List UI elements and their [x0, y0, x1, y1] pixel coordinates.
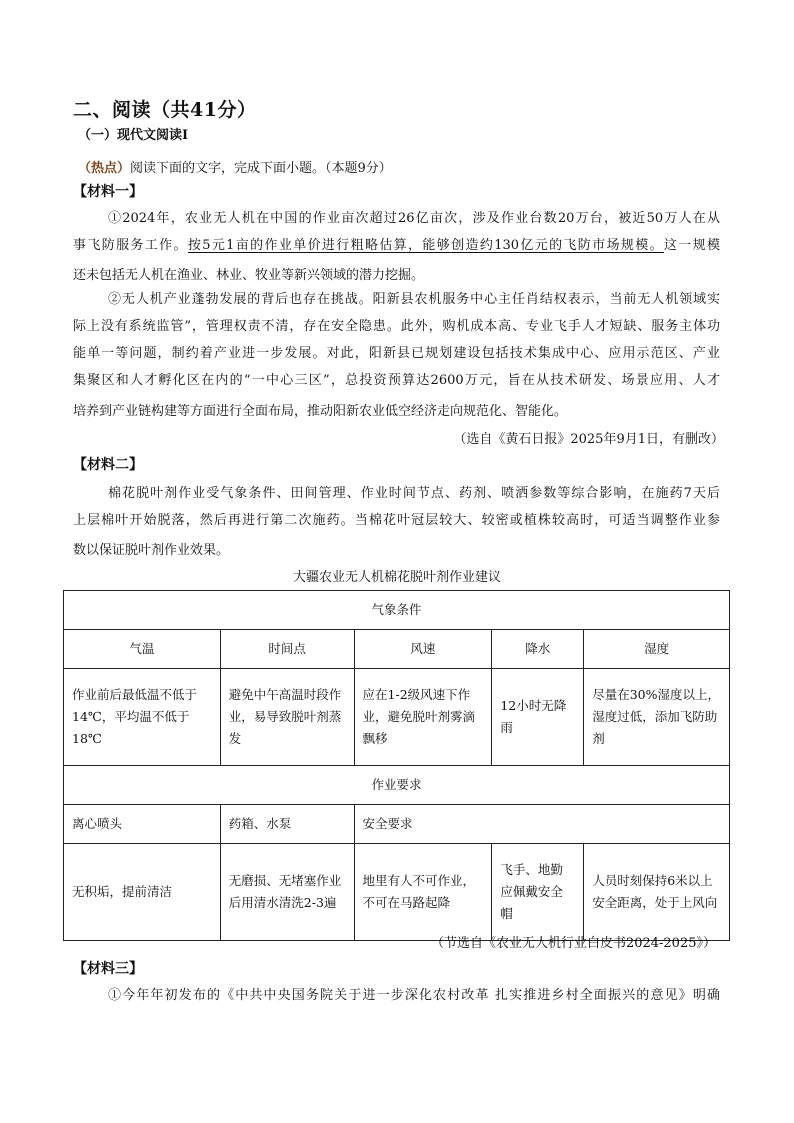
material1-p2-line1: ②无人机产业蓬勃发展的背后也存在挑战。阳新县农机服务中心主任肖结权表示，当前无人机领域实 [108, 292, 720, 307]
subsection-title: （一）现代文阅读Ⅰ [78, 128, 189, 143]
cell-temperature: 作业前后最低温不低于14℃，平均温不低于18℃ [64, 669, 221, 766]
material2-line3: 数以保证脱叶剂作业效果。 [73, 543, 230, 558]
material1-p2-line4: 集聚区和人才孵化区在内的“一中心三区”，总投资预算达2600万元，旨在从技术研发、场景应用、人才 [73, 373, 720, 388]
requirements-header: 作业要求 [64, 766, 730, 805]
material1-p1-line1: ①2024年，农业无人机在中国的作业亩次超过26亿亩次，涉及作业台数20万台，被近50万人在从 [108, 211, 720, 226]
hot-tag: （热点） [78, 161, 131, 176]
material3-heading: 【材料三】 [73, 961, 143, 977]
col-nozzle: 离心喷头 [64, 805, 221, 844]
material1-p2-line2: 际上没有系统监管”，管理权责不清，存在安全隐患。此外，购机成本高、专业飞手人才短缺、服务主体功 [73, 319, 720, 334]
col-tank-pump: 药箱、水泵 [220, 805, 354, 844]
col-safety: 安全要求 [354, 805, 729, 844]
operation-table [63, 590, 730, 941]
cell-safety-helmet: 飞手、地勤应佩戴安全帽 [492, 844, 584, 941]
material3-line1: ①今年年初发布的《中共中央国务院关于进一步深化农村改革 扎实推进乡村全面振兴的意见》明确 [108, 988, 720, 1003]
cell-time: 避免中午高温时段作业，易导致脱叶剂蒸发 [220, 669, 354, 766]
material1-source: （选自《黄石日报》2025年9月1日，有删改） [453, 432, 724, 447]
material2-heading: 【材料二】 [73, 457, 143, 473]
col-wind: 风速 [354, 630, 492, 669]
material1-p1-line2-plain: 事飞防服务工作。 [73, 238, 188, 253]
cell-tank-pump: 无磨损、无堵塞作业后用清水清洗2-3遍 [220, 844, 354, 941]
material1-p1-line2 [73, 232, 720, 259]
col-temperature: 气温 [64, 630, 221, 669]
col-humidity: 湿度 [584, 630, 730, 669]
cell-wind: 应在1-2级风速下作业，避免脱叶剂雾滴飘移 [354, 669, 492, 766]
cell-rain: 12小时无降雨 [492, 669, 584, 766]
material2-line1: 棉花脱叶剂作业受气象条件、田间管理、作业时间节点、药剂、喷洒参数等综合影响，在施药7天后 [108, 486, 720, 501]
cell-safety-field: 地里有人不可作业，不可在马路起降 [354, 844, 492, 941]
underlined-sentence: 按5元1亩的作业单价进行粗略估算，能够创造约130亿元的飞防市场规模。 [187, 238, 664, 253]
material1-p2-line3: 能单一等问题，制约着产业进一步发展。对此，阳新县已规划建设包括技术集成中心、应用示范区、产业 [73, 346, 720, 361]
instruction-text: 阅读下面的文字，完成下面小题。（本题9分） [130, 161, 392, 176]
table-caption: 大疆农业无人机棉花脱叶剂作业建议 [292, 570, 501, 585]
section-title: 二、阅读（共41分） [73, 99, 257, 121]
cell-safety-distance: 人员时刻保持6米以上安全距离，处于上风向 [584, 844, 730, 941]
col-time: 时间点 [220, 630, 354, 669]
cell-humidity: 尽量在30%湿度以上，湿度过低，添加飞防助剂 [584, 669, 730, 766]
material1-heading: 【材料一】 [73, 184, 143, 200]
weather-header: 气象条件 [64, 591, 730, 630]
material2-line2: 上层棉叶开始脱落，然后再进行第二次施药。当棉花叶冠层较大、较密或植株较高时，可适当调整作业参 [73, 513, 720, 528]
material1-p1-line2-tail: 这一规模 [663, 238, 720, 253]
material1-p1-line3: 还未包括无人机在渔业、林业、牧业等新兴领域的潜力挖掘。 [73, 268, 425, 283]
cell-nozzle: 无积垢，提前清洁 [64, 844, 221, 941]
material2-source: （节选自《农业无人机行业白皮书2024-2025》） [430, 936, 716, 951]
col-rain: 降水 [492, 630, 584, 669]
instruction-line [78, 157, 392, 176]
material1-p2-line5: 培养到产业链构建等方面进行全面布局，推动阳新农业低空经济走向规范化、智能化。 [73, 404, 568, 419]
